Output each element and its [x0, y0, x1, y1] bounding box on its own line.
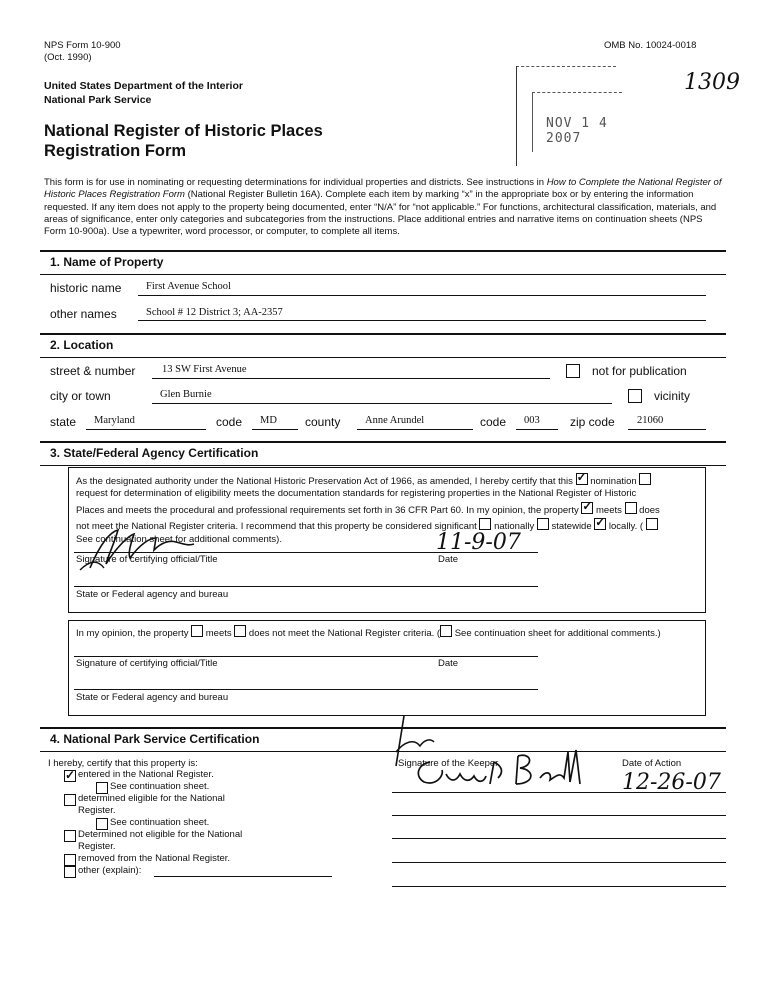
eligible-checkbox[interactable] [64, 794, 76, 806]
certifying-official-signature [70, 524, 200, 576]
certification-date-value: 11-9-07 [436, 530, 521, 555]
other-label: other (explain): [78, 865, 142, 876]
section3-header: 3. State/Federal Agency Certification [40, 441, 726, 466]
city-underline [152, 403, 612, 404]
agency-label-1: State or Federal agency and bureau [76, 589, 229, 600]
page-title: National Register of Historic Places [44, 122, 323, 140]
state-label: state [50, 415, 77, 429]
date-label-2: Date [438, 658, 459, 669]
nps-cert-intro: I hereby, certify that this property is: [48, 758, 198, 769]
entered-label: entered in the National Register. [78, 769, 214, 780]
signature-line-1 [74, 552, 538, 553]
city-value[interactable]: Glen Burnie [160, 389, 212, 400]
section2-header: 2. Location [40, 333, 726, 358]
opinion-does-not-meet-checkbox[interactable] [234, 625, 246, 637]
opinion-meets-checkbox[interactable] [191, 625, 203, 637]
not-for-publication-label: not for publication [592, 364, 687, 378]
street-value[interactable]: 13 SW First Avenue [162, 364, 247, 375]
not-eligible-checkbox[interactable] [64, 830, 76, 842]
continuation-label-4: See continuation sheet. [110, 817, 210, 828]
stamp-date: NOV 1 4 2007 [546, 116, 608, 146]
state-underline [86, 429, 206, 430]
signature-line-2 [74, 656, 538, 657]
zip-value[interactable]: 21060 [637, 415, 664, 426]
meets-checkbox[interactable] [581, 502, 593, 514]
vicinity-label: vicinity [654, 389, 691, 403]
action-date-value: 12-26-07 [622, 770, 721, 795]
removed-label: removed from the National Register. [78, 853, 231, 864]
service-name: National Park Service [44, 94, 152, 106]
other-names-label: other names [50, 307, 117, 321]
other-names-value[interactable]: School # 12 District 3; AA-2357 [146, 307, 283, 318]
section4-header: 4. National Park Service Certification [40, 727, 726, 752]
zip-label: zip code [570, 415, 615, 429]
agency-line-1 [74, 586, 538, 587]
vicinity-checkbox[interactable] [628, 389, 642, 403]
continuation-checkbox-2[interactable] [440, 625, 452, 637]
nomination-checkbox[interactable] [576, 473, 588, 485]
street-underline [152, 378, 550, 379]
eligible-label-b: Register. [78, 805, 116, 816]
keeper-line-3 [392, 838, 726, 839]
entered-checkbox[interactable] [64, 770, 76, 782]
state-code-value[interactable]: MD [260, 415, 277, 426]
intro-paragraph: This form is for use in nominating or requesting determinations for individual properties and districts. See instructions in How to Complete the National Register of Historic Places Registration Form (National Register Bulletin 16A). Complete each item by marking “x” in the appropriate box or by entering the information requested. If any item does not apply to the property being documented, enter “N/A” for “not applicable.” For functions, architectural classification, materials, and areas of significance, enter only categories and subcategories from the instructions. Place additional entries and narrative items on continuation sheets (NPS Form 10-900a). Use a typewriter, word processor, or computer, to complete all items. [44, 177, 722, 238]
request-checkbox[interactable] [639, 473, 651, 485]
historic-name-value[interactable]: First Avenue School [146, 281, 231, 292]
date-label-1: Date [438, 554, 459, 565]
county-code-underline [516, 429, 558, 430]
keeper-signature-label: Signature of the Keeper [398, 758, 499, 769]
zip-underline [628, 429, 706, 430]
keeper-line-5 [392, 886, 726, 887]
opinion-text: In my opinion, the property meets does not meet the National Register criteria. ( See continuation sheet for additional comments.) [76, 624, 661, 639]
historic-name-underline [138, 295, 706, 296]
state-code-label: code [216, 415, 243, 429]
other-names-underline [138, 320, 706, 321]
nationally-checkbox[interactable] [479, 518, 491, 530]
form-date: (Oct. 1990) [44, 52, 92, 63]
agency-line-2 [74, 689, 538, 690]
state-value[interactable]: Maryland [94, 415, 135, 426]
certification-text: As the designated authority under the National Historic Preservation Act of 1966, as amended, I hereby certify that this ✓ nomination request for determination of eligibility meets the documentation standards for registering properties in the National Register of Historic Places and meets the procedural and professional requirements set forth in 36 CFR Part 60. In my opinion, the property ✓ meets does not meet the National Register criteria. I recommend that this property be considered significant nationally statewide ✓ locally. ( See continuation sheet for additional comments). [76, 472, 660, 546]
city-label: city or town [50, 389, 111, 403]
county-label: county [305, 415, 341, 429]
county-code-value[interactable]: 003 [524, 415, 540, 426]
county-value[interactable]: Anne Arundel [365, 415, 425, 426]
street-label: street & number [50, 364, 136, 378]
agency-label-2: State or Federal agency and bureau [76, 692, 229, 703]
county-underline [357, 429, 473, 430]
county-code-label: code [480, 415, 507, 429]
page-subtitle: Registration Form [44, 142, 187, 160]
signature-label-1: Signature of certifying official/Title [76, 554, 218, 565]
does-not-meet-checkbox[interactable] [625, 502, 637, 514]
keeper-signature [380, 712, 610, 798]
department-name: United States Department of the Interior [44, 80, 243, 92]
eligible-label-a: determined eligible for the National [78, 793, 225, 804]
keeper-line-4 [392, 862, 726, 863]
not-for-publication-checkbox[interactable] [566, 364, 580, 378]
other-checkbox[interactable] [64, 866, 76, 878]
removed-checkbox[interactable] [64, 854, 76, 866]
continuation-checkbox-1[interactable] [646, 518, 658, 530]
not-eligible-label-b: Register. [78, 841, 116, 852]
form-number: NPS Form 10-900 [44, 40, 121, 51]
not-eligible-label-a: Determined not eligible for the National [78, 829, 243, 840]
statewide-checkbox[interactable] [537, 518, 549, 530]
section1-header: 1. Name of Property [40, 250, 726, 275]
date-of-action-label: Date of Action [622, 758, 682, 769]
keeper-line-1 [392, 792, 726, 793]
keeper-line-2 [392, 815, 726, 816]
state-code-underline [252, 429, 298, 430]
other-explain-line [154, 876, 332, 877]
continuation-label-3: See continuation sheet. [110, 781, 210, 792]
omb-number: OMB No. 10024-0018 [604, 40, 697, 51]
historic-name-label: historic name [50, 281, 122, 295]
handwritten-stamp-code: 1309 [684, 70, 740, 95]
received-stamp [510, 66, 620, 166]
signature-label-2: Signature of certifying official/Title [76, 658, 218, 669]
locally-checkbox[interactable] [594, 518, 606, 530]
